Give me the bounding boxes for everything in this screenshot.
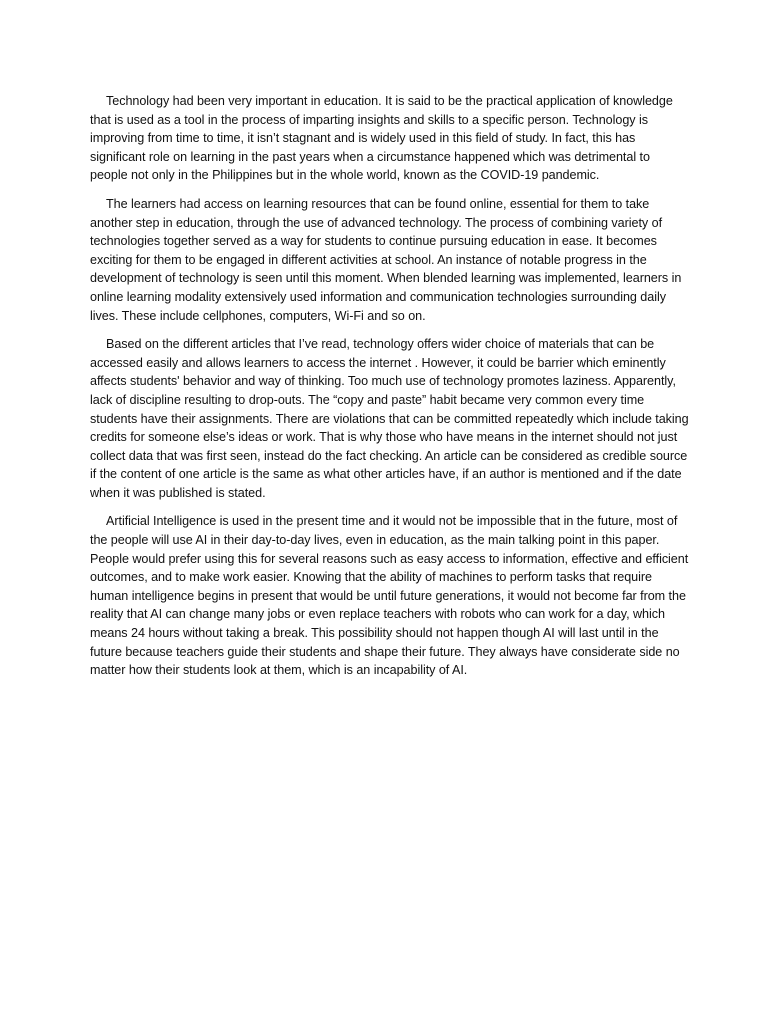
- paragraph-technology-in-education: Technology had been very important in education. It is said to be the practical application of knowledge that is used as a tool in the process of imparting insights and skills to a specific person. Technology is improving from time to time, it isn’t stagnant and is widely used in this field of study. In fact, this has significant role on learning in the past years when a circumstance happened which was detrimental to people not only in the Philippines but in the whole world, known as the COVID-19 pandemic.: [90, 94, 673, 183]
- document-body: [90, 92, 690, 690]
- paragraph-technology-drawbacks: Based on the different articles that I’ve read, technology offers wider choice of materials that can be accessed easily and allows learners to access the internet . However, it could be barrier which eminently affects students' behavior and way of thinking. Too much use of technology promotes laziness. Apparently, lack of discipline resulting to drop-outs. The “copy and paste” habit became very common every time students have their assignments. There are violations that can be committed repeatedly which include taking credits for someone else’s ideas or work. That is why those who have means in the internet should not just collect data that was first seen, instead do the fact checking. An article can be considered as credible source if the content of one article is the same as what other articles have, if an author is mentioned and if the date when it was published is stated.: [90, 337, 689, 500]
- paragraph-online-learning-resources: The learners had access on learning resources that can be found online, essential for them to take another step in education, through the use of advanced technology. The process of combining variety of technologies together served as a way for students to continue pursuing education in ease. It becomes exciting for them to be engaged in different activities at school. An instance of notable progress in the development of technology is seen until this moment. When blended learning was implemented, learners in online learning modality extensively used information and communication technologies surrounding daily lives. These include cellphones, computers, Wi-Fi and so on.: [90, 196, 682, 323]
- paragraph-artificial-intelligence: Artificial Intelligence is used in the present time and it would not be impossible that in the future, most of the people will use AI in their day-to-day lives, even in education, as the main talking point in this paper. People would prefer using this for several reasons such as easy access to information, effective and efficient outcomes, and to make work easier. Knowing that the ability of machines to perform tasks that require human intelligence begins in present that would be until future generations, it would not become far from the reality that AI can change many jobs or even replace teachers with robots who can work for a day, which means 24 hours without taking a break. This possibility should not happen though AI will last until in the future because teachers guide their students and shape their future. They always have considerate side no matter how their students look at them, which is an incapability of AI.: [90, 514, 689, 678]
